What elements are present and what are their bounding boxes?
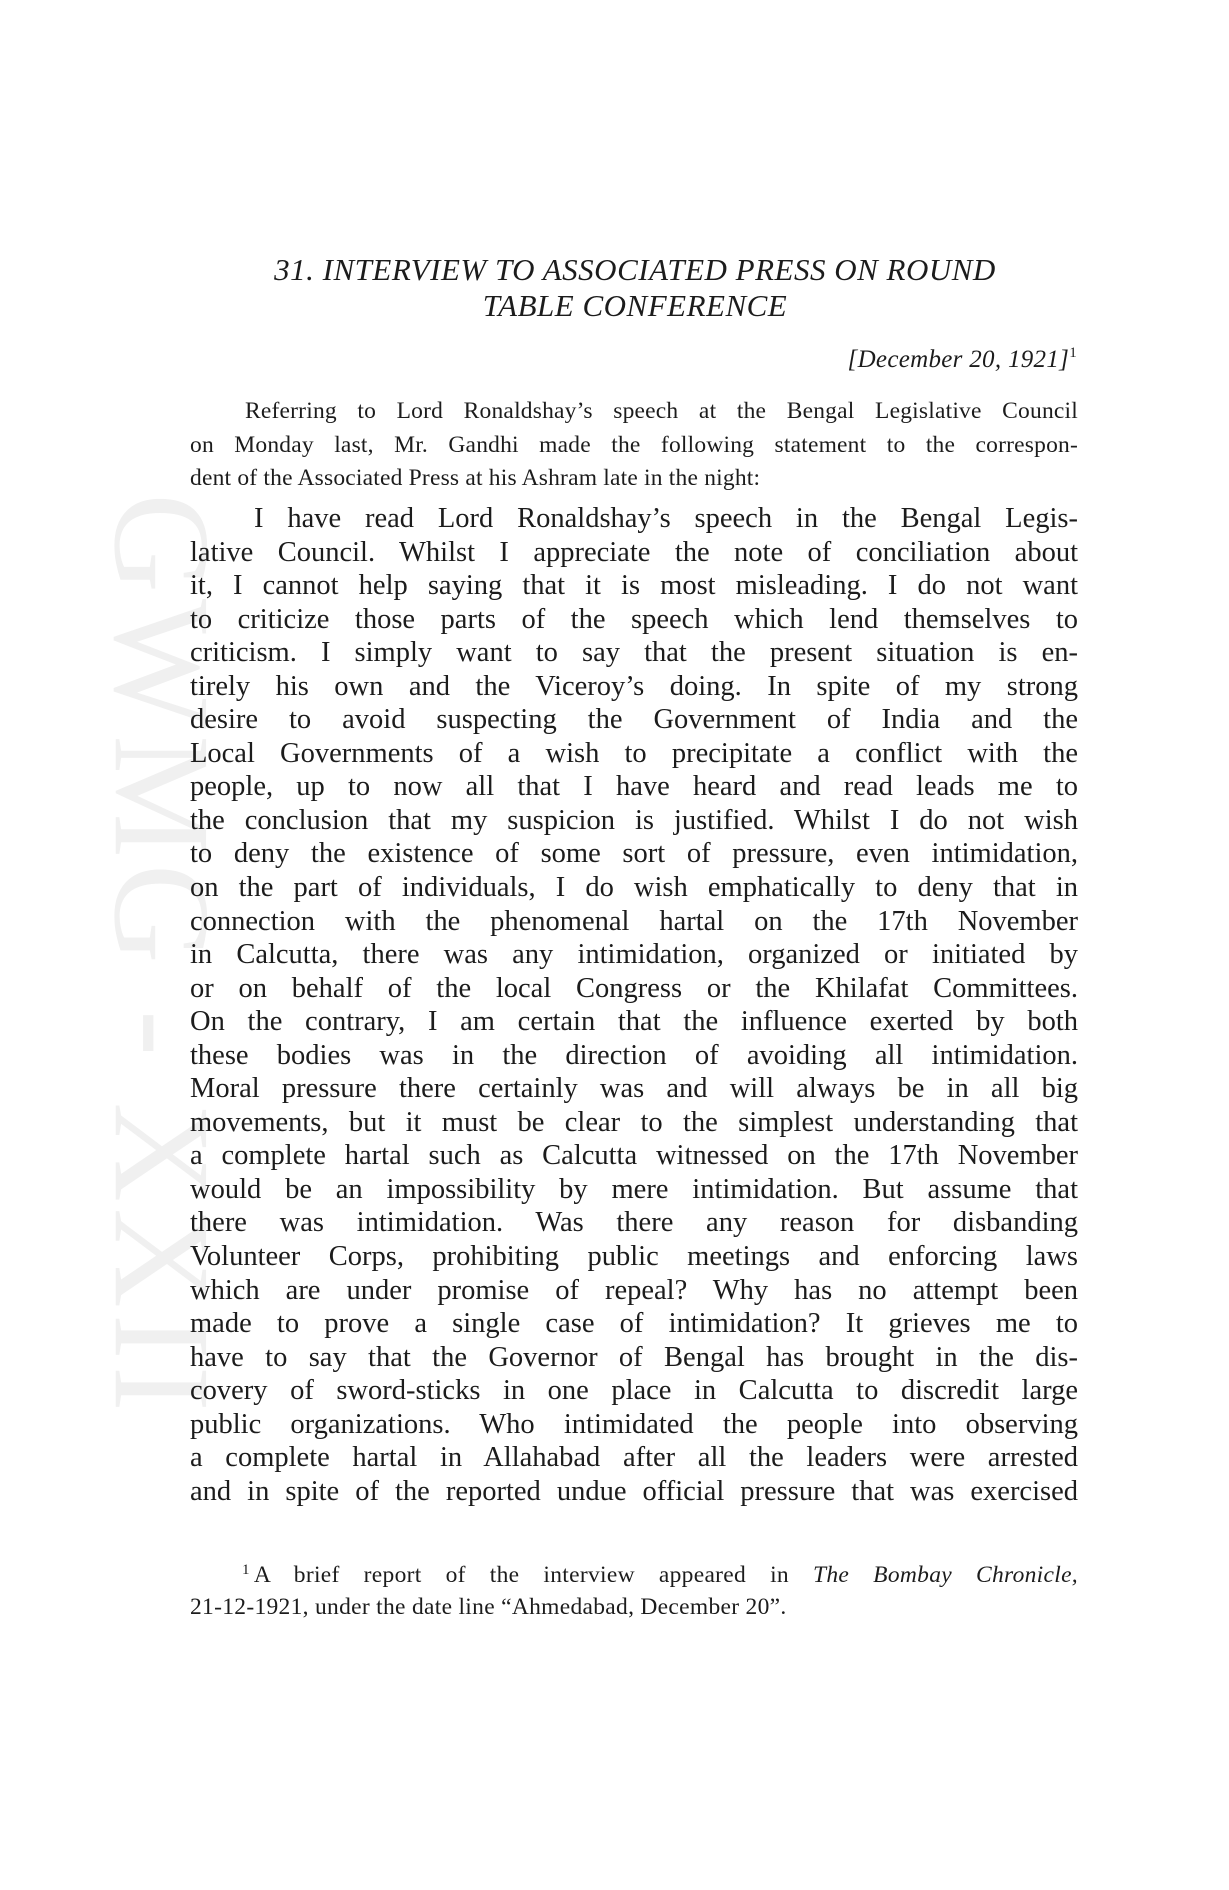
dateline-footnote-mark: 1 <box>1069 345 1077 361</box>
statement-line: it, I cannot help saying that it is most misleading. I do not want <box>190 570 1078 602</box>
statement-line: lative Council. Whilst I appreciate the note of conciliation about <box>190 536 1078 568</box>
statement-line: in Calcutta, there was any intimidation, organized or initiated by <box>190 939 1078 971</box>
statement-line: a complete hartal such as Calcutta witnessed on the 17th November <box>190 1140 1078 1172</box>
statement-line: Local Governments of a wish to precipitate a conflict with the <box>190 737 1078 769</box>
statement-line: to criticize those parts of the speech which lend themselves to <box>190 603 1078 635</box>
intro-paragraph <box>190 395 1078 496</box>
footnote-publication: The Bombay Chronicle, <box>813 1562 1078 1588</box>
statement-body <box>190 502 1078 1508</box>
statement-line: I have read Lord Ronaldshay’s speech in the Bengal Legis- <box>254 503 1078 534</box>
footnote-line: 21-12-1921, under the date line “Ahmedabad, December 20”. <box>190 1594 787 1620</box>
statement-line: these bodies was in the direction of avoiding all intimidation. <box>190 1039 1078 1071</box>
intro-line: on Monday last, Mr. Gandhi made the following statement to the correspon- <box>190 431 1078 458</box>
statement-line: desire to avoid suspecting the Government of India and the <box>190 704 1078 736</box>
statement-line: there was intimidation. Was there any reason for disbanding <box>190 1207 1078 1239</box>
footnote-mark: 1 <box>242 1562 250 1578</box>
watermark-text: GWMG - XXII <box>85 492 239 1418</box>
statement-line: or on behalf of the local Congress or the Khilafat Committees. <box>190 972 1078 1004</box>
statement-line: covery of sword-sticks in one place in Calcutta to discredit large <box>190 1375 1078 1407</box>
statement-line: which are under promise of repeal? Why has no attempt been <box>190 1274 1078 1306</box>
statement-line: movements, but it must be clear to the simplest understanding that <box>190 1106 1078 1138</box>
statement-line: have to say that the Governor of Bengal has brought in the dis- <box>190 1341 1078 1373</box>
statement-line: made to prove a single case of intimidation? It grieves me to <box>190 1308 1078 1340</box>
dateline-text: [December 20, 1921] <box>847 346 1070 373</box>
statement-line: connection with the phenomenal hartal on the 17th November <box>190 905 1078 937</box>
title-line-1: 31. INTERVIEW TO ASSOCIATED PRESS ON ROUND <box>274 252 996 287</box>
statement-line: criticism. I simply want to say that the present situation is en- <box>190 637 1078 669</box>
statement-line: Volunteer Corps, prohibiting public meetings and enforcing laws <box>190 1241 1078 1273</box>
dateline <box>848 345 1077 374</box>
statement-line: the conclusion that my suspicion is justified. Whilst I do not wish <box>190 804 1078 836</box>
intro-line: Referring to Lord Ronaldshay’s speech at the Bengal Legislative Council <box>245 398 1078 424</box>
footnote-line <box>190 1554 1078 1591</box>
statement-line: public organizations. Who intimidated the people into observing <box>190 1408 1078 1440</box>
title-line-2: TABLE CONFERENCE <box>482 288 788 323</box>
footnote <box>190 1554 1078 1623</box>
statement-line: and in spite of the reported undue official pressure that was exercised <box>190 1475 1078 1507</box>
statement-line: On the contrary, I am certain that the influence exerted by both <box>190 1006 1078 1038</box>
footnote-text: A brief report of the interview appeared in <box>253 1562 789 1588</box>
statement-line: would be an impossibility by mere intimidation. But assume that <box>190 1173 1078 1205</box>
statement-line: Moral pressure there certainly was and will always be in all big <box>190 1073 1078 1105</box>
statement-line: on the part of individuals, I do wish emphatically to deny that in <box>190 872 1078 904</box>
statement-line: tirely his own and the Viceroy’s doing. In spite of my strong <box>190 670 1078 702</box>
statement-line: people, up to now all that I have heard and read leads me to <box>190 771 1078 803</box>
intro-line: dent of the Associated Press at his Ashram late in the night: <box>190 465 761 491</box>
statement-line: a complete hartal in Allahabad after all the leaders were arrested <box>190 1442 1078 1474</box>
statement-line: to deny the existence of some sort of pressure, even intimidation, <box>190 838 1078 870</box>
